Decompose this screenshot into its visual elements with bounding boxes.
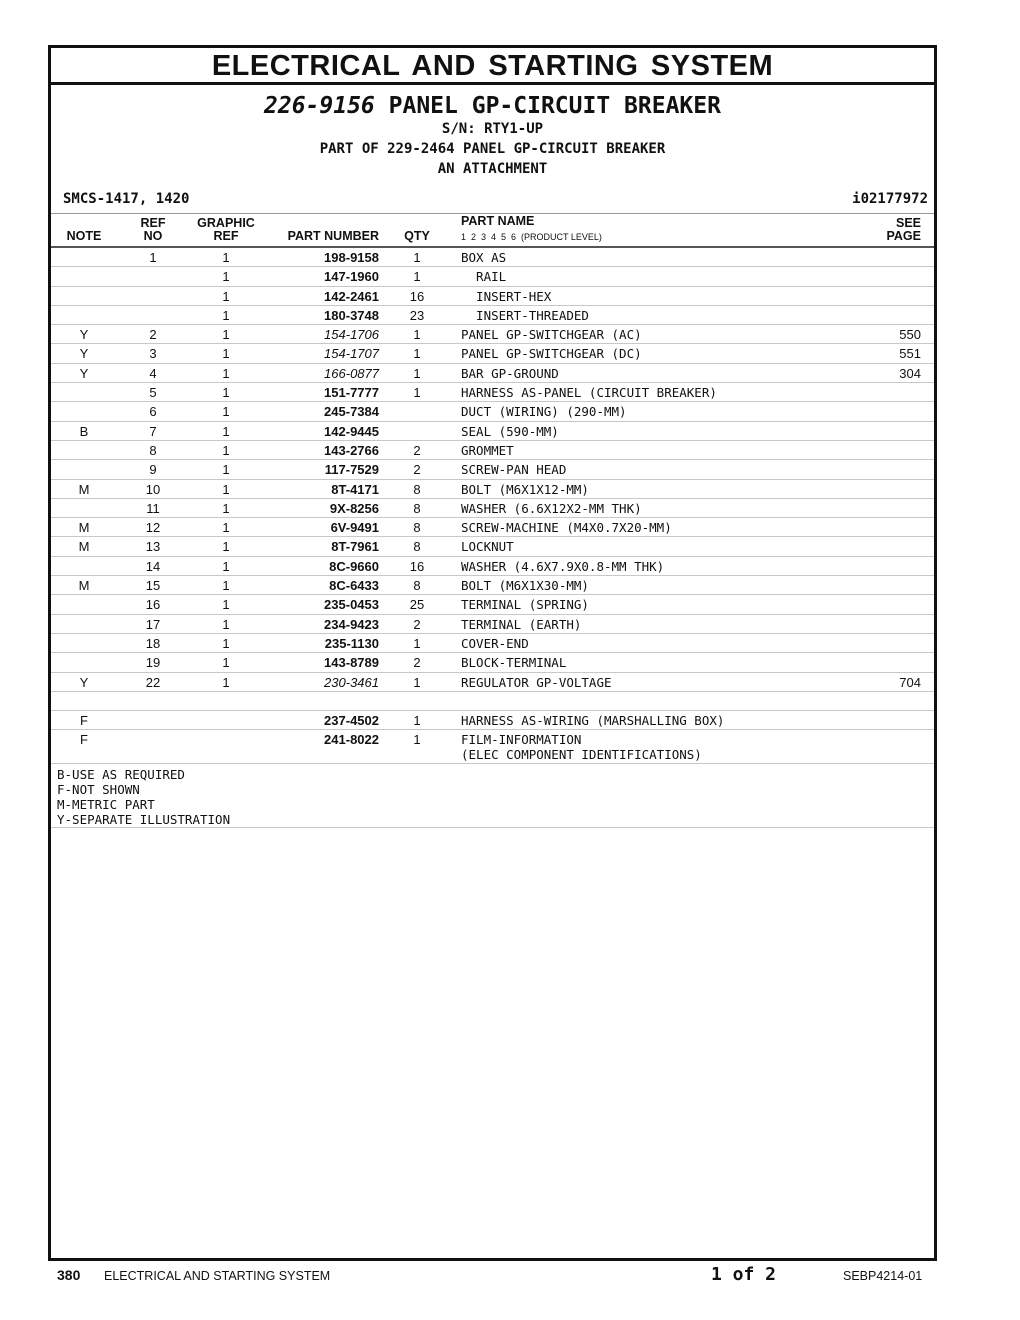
table-row (51, 460, 934, 479)
section-title: ELECTRICAL AND STARTING SYSTEM (51, 48, 934, 85)
ref-no-cell: 14 (145, 558, 161, 574)
graphic-ref-cell: 1 (222, 616, 230, 632)
group-name: PANEL GP-CIRCUIT BREAKER (388, 93, 721, 119)
part-number-cell: 154-1707 (324, 346, 379, 362)
graphic-ref-cell: 1 (222, 655, 230, 671)
graphic-ref-cell: 1 (222, 520, 230, 536)
part-number-cell: 9X-8256 (329, 500, 379, 516)
table-header (51, 214, 934, 248)
part-name-cell: BLOCK-TERMINAL (461, 655, 567, 671)
table-row (51, 730, 934, 764)
graphic-ref-cell: 1 (222, 346, 230, 362)
graphic-ref-cell: 1 (222, 635, 230, 651)
part-name-cell: WASHER (4.6X7.9X0.8-MM THK) (461, 558, 665, 574)
note-cell: Y (79, 327, 89, 343)
part-number-cell: 180-3748 (324, 307, 379, 323)
note-cell: M (78, 520, 90, 536)
part-name-cell: SEAL (590-MM) (461, 423, 559, 439)
qty-cell: 23 (409, 307, 425, 323)
ref-no-cell: 5 (149, 385, 157, 401)
ref-no-cell: 11 (146, 500, 160, 516)
attachment-line: AN ATTACHMENT (437, 161, 548, 177)
part-name-cell: TERMINAL (SPRING) (461, 597, 589, 613)
part-number-cell: 235-1130 (324, 635, 379, 651)
table-row (51, 422, 934, 441)
table-row (51, 402, 934, 421)
qty-cell: 1 (413, 635, 421, 651)
part-number-cell: 166-0877 (324, 365, 379, 381)
qty-cell: 1 (413, 250, 421, 265)
table-row (51, 692, 934, 711)
qty-cell: 1 (413, 327, 421, 343)
part-name-cell: GROMMET (461, 442, 514, 458)
qty-cell: 8 (413, 520, 421, 536)
note-item: B-USE AS REQUIRED (57, 767, 185, 783)
ref-no-cell: 10 (145, 481, 161, 497)
page-footer (0, 1266, 1020, 1290)
graphic-ref-cell: 1 (222, 365, 230, 381)
qty-cell: 1 (413, 385, 421, 401)
graphic-ref-cell: 1 (222, 462, 230, 478)
header-product-levels: 1 2 3 4 5 6 (PRODUCT LEVEL) (461, 232, 602, 242)
graphic-ref-cell: 1 (222, 250, 230, 265)
sheet-indicator: 1 of 2 (711, 1264, 777, 1285)
ref-no-cell: 19 (145, 655, 161, 671)
part-name-cell: HARNESS AS-WIRING (MARSHALLING BOX) (461, 713, 725, 729)
smcs-bar (51, 187, 934, 214)
qty-cell: 16 (409, 558, 425, 574)
qty-cell: 1 (413, 346, 421, 362)
part-number-cell: 237-4502 (324, 713, 379, 729)
part-number-cell: 143-8789 (324, 655, 379, 671)
note-cell: Y (79, 346, 89, 362)
ref-no-cell: 18 (145, 635, 161, 651)
graphic-ref-cell: 1 (222, 385, 230, 401)
group-number: 226-9156 (264, 93, 375, 119)
header-part-name: PART NAME (461, 214, 535, 228)
table-row (51, 344, 934, 363)
note-cell: Y (79, 365, 89, 381)
part-name-cell: BOX AS (461, 250, 507, 265)
header-graphic-top: GRAPHIC (197, 216, 255, 230)
qty-cell: 1 (413, 365, 421, 381)
smcs-codes: SMCS-1417, 1420 (63, 191, 190, 207)
document-number: SEBP4214-01 (843, 1269, 923, 1283)
table-row (51, 499, 934, 518)
see-page-cell: 550 (899, 327, 921, 343)
table-row (51, 383, 934, 402)
ref-no-cell: 17 (145, 616, 161, 632)
part-number-cell: 234-9423 (324, 616, 379, 632)
table-row (51, 615, 934, 634)
graphic-ref-cell: 1 (222, 539, 230, 555)
table-row (51, 518, 934, 537)
part-name-cell: DUCT (WIRING) (290-MM) (461, 404, 627, 420)
graphic-ref-cell: 1 (222, 481, 230, 497)
part-name-cell: SCREW-MACHINE (M4X0.7X20-MM) (461, 520, 672, 536)
qty-cell: 1 (413, 269, 421, 285)
serial-range: S/N: RTY1-UP (441, 121, 544, 137)
part-number-cell: 143-2766 (324, 442, 379, 458)
part-of-line: PART OF 229-2464 PANEL GP-CIRCUIT BREAKER (319, 141, 666, 157)
note-item: Y-SEPARATE ILLUSTRATION (57, 812, 231, 828)
ref-no-cell: 6 (149, 404, 157, 420)
table-row (51, 287, 934, 306)
table-row (51, 595, 934, 614)
ref-no-cell: 4 (149, 365, 157, 381)
part-number-cell: 6V-9491 (330, 520, 379, 536)
part-number-cell: 154-1706 (324, 327, 379, 343)
qty-cell: 1 (413, 674, 421, 690)
part-number-cell: 8T-4171 (331, 481, 379, 497)
table-row (51, 306, 934, 325)
header-ref-top: REF (140, 216, 166, 230)
part-number-cell: 230-3461 (324, 674, 379, 690)
table-row (51, 653, 934, 672)
part-name-cell: RAIL (461, 269, 507, 285)
note-cell: B (79, 423, 89, 439)
part-name-cell: BOLT (M6X1X12-MM) (461, 481, 589, 497)
part-name-cell: LOCKNUT (461, 539, 514, 555)
table-row (51, 673, 934, 692)
table-row (51, 576, 934, 595)
see-page-cell: 304 (899, 365, 921, 381)
part-name-cell: INSERT-HEX (461, 288, 552, 304)
table-row (51, 711, 934, 730)
graphic-ref-cell: 1 (222, 307, 230, 323)
header-part-number: PART NUMBER (287, 229, 379, 243)
part-name-cell: WASHER (6.6X12X2-MM THK) (461, 500, 642, 516)
qty-cell: 8 (413, 539, 421, 555)
table-row (51, 325, 934, 344)
header-graphic-bottom: REF (213, 229, 239, 243)
part-number-cell: 241-8022 (324, 732, 379, 748)
table-row (51, 441, 934, 460)
ref-no-cell: 3 (149, 346, 157, 362)
table-row (51, 364, 934, 383)
qty-cell: 2 (413, 616, 421, 632)
part-number-cell: 142-2461 (324, 288, 379, 304)
graphic-ref-cell: 1 (222, 288, 230, 304)
see-page-cell: 704 (899, 674, 921, 690)
part-name-cell: TERMINAL (EARTH) (461, 616, 582, 632)
ref-no-cell: 16 (145, 597, 161, 613)
table-row (51, 557, 934, 576)
see-page-cell: 551 (899, 346, 921, 362)
group-heading (51, 93, 934, 119)
part-number-cell: 142-9445 (324, 423, 379, 439)
qty-cell: 2 (413, 462, 421, 478)
part-name-cell: BAR GP-GROUND (461, 365, 559, 381)
part-number-cell: 8T-7961 (331, 539, 379, 555)
part-number-cell: 117-7529 (324, 462, 379, 478)
ref-no-cell: 12 (145, 520, 161, 536)
header-qty: QTY (404, 229, 430, 243)
graphic-ref-cell: 1 (222, 597, 230, 613)
table-row (51, 634, 934, 653)
note-item: F-NOT SHOWN (57, 782, 140, 798)
part-number-cell: 8C-6433 (329, 578, 379, 594)
graphic-ref-cell: 1 (222, 404, 230, 420)
qty-cell: 1 (413, 713, 421, 729)
part-number-cell: 245-7384 (324, 404, 379, 420)
header-see-bottom: PAGE (886, 229, 921, 243)
note-item: M-METRIC PART (57, 797, 155, 813)
note-cell: Y (79, 674, 89, 690)
graphic-ref-cell: 1 (222, 578, 230, 594)
part-number-cell: 147-1960 (324, 269, 379, 285)
part-name-cell: BOLT (M6X1X30-MM) (461, 578, 589, 594)
ref-no-cell: 2 (149, 327, 157, 343)
graphic-ref-cell: 1 (222, 327, 230, 343)
qty-cell: 8 (413, 578, 421, 594)
part-name-cell: INSERT-THREADED (461, 307, 589, 323)
table-row (51, 267, 934, 286)
ref-no-cell: 1 (149, 250, 157, 265)
ref-no-cell: 15 (145, 578, 161, 594)
qty-cell: 2 (413, 655, 421, 671)
part-name-cell: PANEL GP-SWITCHGEAR (AC) (461, 327, 642, 343)
part-number-cell: 235-0453 (324, 597, 379, 613)
graphic-ref-cell: 1 (222, 558, 230, 574)
note-cell: F (80, 732, 88, 748)
note-cell: M (78, 578, 90, 594)
part-name-cell: FILM-INFORMATION (ELEC COMPONENT IDENTIFICATIONS) (461, 732, 702, 763)
qty-cell: 25 (409, 597, 425, 613)
part-name-cell: COVER-END (461, 635, 529, 651)
part-number-cell: 8C-9660 (329, 558, 379, 574)
part-number-cell: 198-9158 (324, 250, 379, 265)
footer-section-name: ELECTRICAL AND STARTING SYSTEM (104, 1269, 331, 1283)
header-ref-bottom: NO (143, 229, 163, 243)
note-cell: F (80, 713, 88, 729)
header-see-top: SEE (895, 216, 921, 230)
part-name-cell: PANEL GP-SWITCHGEAR (DC) (461, 346, 642, 362)
part-name-cell: SCREW-PAN HEAD (461, 462, 567, 478)
table-row (51, 537, 934, 556)
graphic-ref-cell: 1 (222, 500, 230, 516)
qty-cell: 8 (413, 500, 421, 516)
part-number-cell: 151-7777 (324, 385, 379, 401)
note-cell: M (78, 539, 90, 555)
table-row (51, 248, 934, 267)
part-name-cell: HARNESS AS-PANEL (CIRCUIT BREAKER) (461, 385, 717, 401)
graphic-ref-cell: 1 (222, 442, 230, 458)
note-cell: M (78, 481, 90, 497)
qty-cell: 16 (409, 288, 425, 304)
parts-list-frame (48, 45, 937, 1261)
notes-legend (51, 764, 934, 828)
ref-no-cell: 7 (149, 423, 157, 439)
ref-no-cell: 8 (149, 442, 157, 458)
parts-table-body (51, 248, 934, 764)
qty-cell: 1 (413, 732, 421, 748)
qty-cell: 2 (413, 442, 421, 458)
graphic-ref-cell: 1 (222, 423, 230, 439)
ref-no-cell: 13 (145, 539, 161, 555)
part-name-cell: REGULATOR GP-VOLTAGE (461, 674, 612, 690)
qty-cell: 8 (413, 481, 421, 497)
table-row (51, 480, 934, 499)
graphic-ref-cell: 1 (222, 674, 230, 690)
ref-no-cell: 9 (149, 462, 157, 478)
header-note: NOTE (66, 229, 102, 243)
illustration-id: i02177972 (852, 191, 928, 207)
ref-no-cell: 22 (145, 674, 161, 690)
page-number: 380 (57, 1267, 81, 1283)
graphic-ref-cell: 1 (222, 269, 230, 285)
